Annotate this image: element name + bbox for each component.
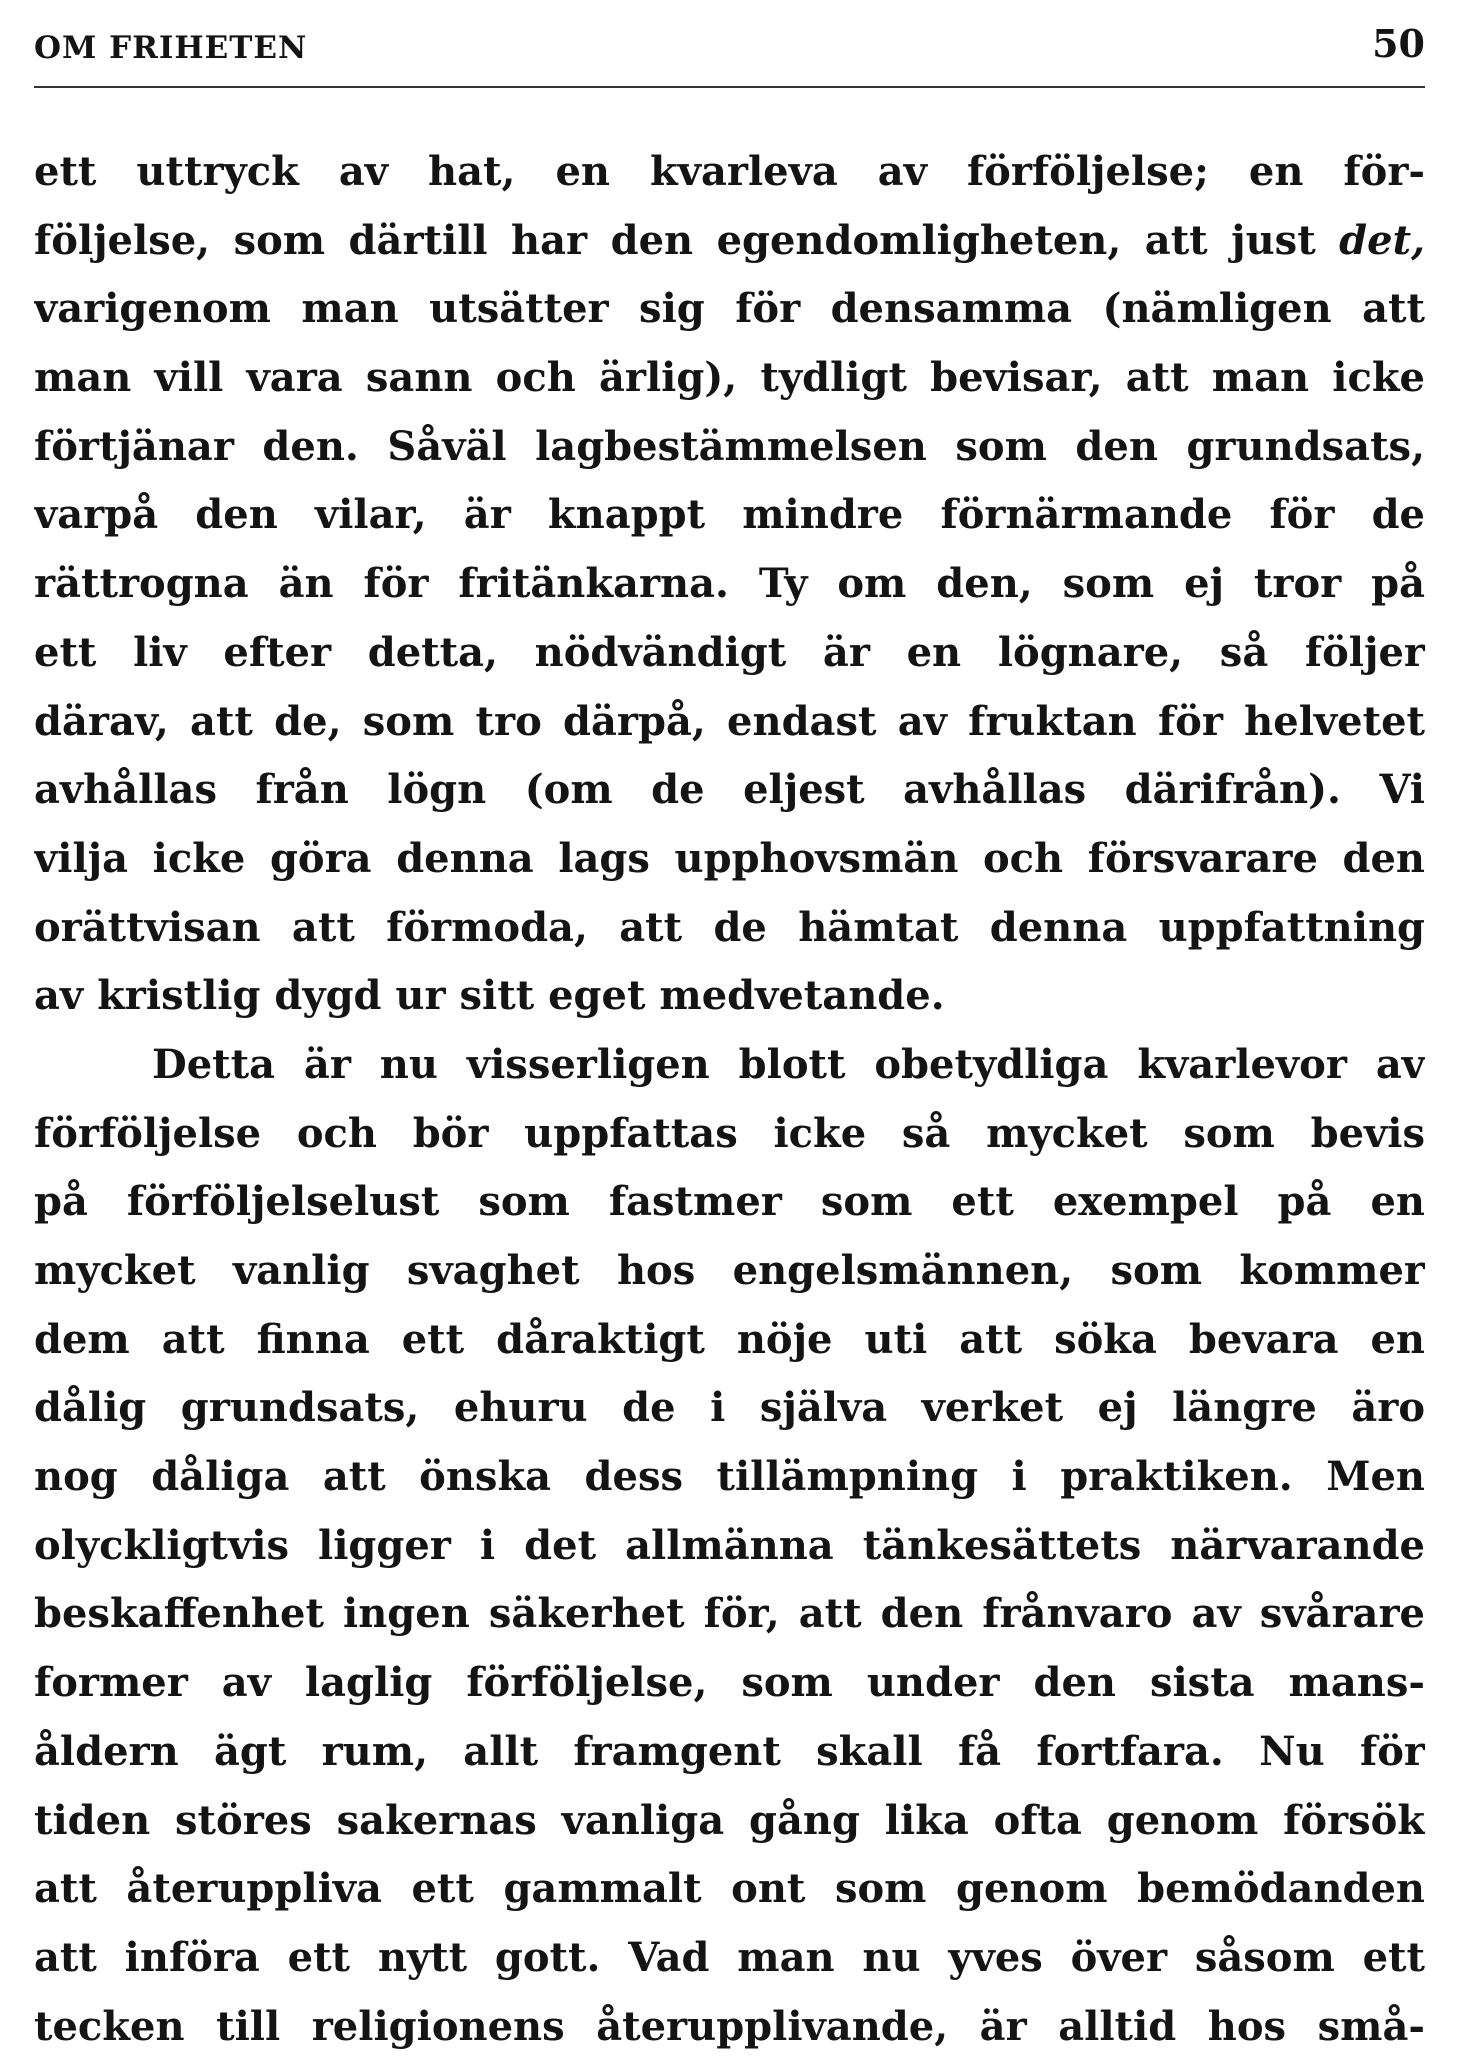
text-line: tiden störes sakernas vanliga gång lika ofta genom försök [34,1796,1425,1844]
emphasized-word: det, [1339,216,1425,264]
text-line: dem att finna ett dåraktigt nöje uti att söka bevara en [34,1315,1425,1363]
text-line: förtjänar den. Såväl lagbestämmelsen som den grundsats, [34,422,1425,470]
text-line [34,207,1425,276]
text-line: Detta är nu visserligen blott obetydliga kvarlevor av [152,1040,1425,1088]
text-line: ett uttryck av hat, en kvarleva av förföljelse; en för- [34,148,1425,195]
text-line: på förföljelselust som fastmer som ett exempel på en [34,1178,1425,1226]
text-line: olyckligtvis ligger i det allmänna tänkesättets närvarande [34,1521,1425,1569]
text-line: beskaffenhet ingen säkerhet för, att den frånvaro av svårare [34,1590,1425,1638]
text-line: att införa ett nytt gott. Vad man nu yves över såsom ett [34,1933,1425,1981]
page-number: 50 [1372,21,1425,66]
paragraph-2 [34,1031,1425,2061]
text-line: åldern ägt rum, allt framgent skall få fortfara. Nu för [34,1727,1425,1775]
text-line: ett liv efter detta, nödvändigt är en lögnare, så följer [34,628,1425,676]
text-line: mycket vanlig svaghet hos engelsmännen, som kommer [34,1247,1425,1294]
text-line: former av laglig förföljelse, som under den sista mans- [34,1659,1425,1707]
header-rule [34,86,1425,88]
text-line: vilja icke göra denna lags upphovsmän och försvarare den [34,834,1425,882]
body-text [34,138,1425,2061]
text-line: man vill vara sann och ärlig), tydligt bevisar, att man icke [34,354,1425,402]
text-line: nog dåliga att önska dess tillämpning i praktiken. Men [34,1453,1425,1501]
text-line: dålig grundsats, ehuru de i själva verket ej längre äro [34,1384,1425,1432]
text-line-segment: följelse, som därtill har den egendomligheten, att just [34,216,1316,264]
running-title: OM FRIHETEN [34,30,308,66]
text-line: avhållas från lögn (om de eljest avhållas därifrån). Vi [34,766,1425,814]
text-line: orättvisan att förmoda, att de hämtat denna uppfattning [34,903,1425,951]
text-line: av kristlig dygd ur sitt eget medvetande. [34,972,945,1020]
text-line: rättrogna än för fritänkarna. Ty om den, som ej tror på [34,560,1425,608]
text-line: att återuppliva ett gammalt ont som genom bemödanden [34,1865,1425,1913]
paragraph-1 [34,138,1425,1031]
text-line: varigenom man utsätter sig för densamma (nämligen att [34,285,1425,333]
text-line: därav, att de, som tro därpå, endast av fruktan för helvetet [34,697,1425,745]
text-line: varpå den vilar, är knappt mindre förnärmande för de [34,491,1425,539]
text-line: tecken till religionens återupplivande, är alltid hos små- [34,2002,1425,2050]
text-line: förföljelse och bör uppfattas icke så mycket som bevis [34,1109,1425,1157]
page-header [34,18,1425,66]
